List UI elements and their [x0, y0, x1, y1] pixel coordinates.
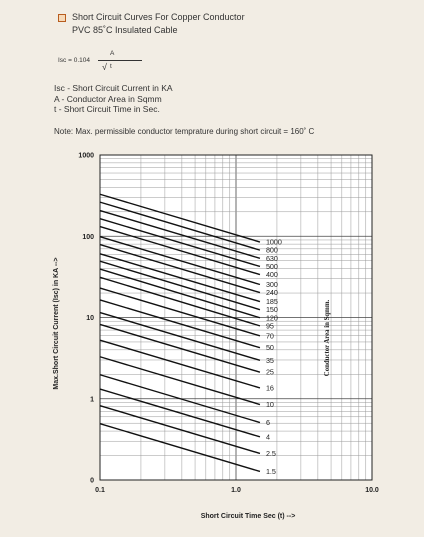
curve-label: 50: [265, 343, 274, 353]
curve-label: 95: [265, 321, 274, 331]
legend-item: Isc - Short Circuit Current in KA: [54, 83, 173, 93]
y-axis-label: Max.Short Circuit Current (Isc) in KA -->: [53, 257, 60, 390]
y-tick-label: 10: [86, 315, 94, 322]
legend-item: t - Short Circuit Time in Sec.: [54, 104, 160, 114]
curve-label: 2.5: [265, 448, 276, 458]
curve-label: 10: [265, 400, 274, 410]
x-tick-label: 0.1: [95, 487, 105, 494]
x-tick-label: 10.0: [365, 487, 379, 494]
curve-label: 70: [265, 331, 274, 341]
legend-item: A - Conductor Area in Sqmm: [54, 93, 162, 104]
curve-label: 150: [265, 305, 278, 315]
curve-label: 16: [265, 383, 274, 393]
x-axis-label: Short Circuit Time Sec (t) -->: [200, 513, 296, 520]
curve-label: 630: [265, 253, 278, 263]
y-tick-label: 100: [82, 233, 94, 241]
formula-lhs: Isc = 0.104: [58, 57, 90, 64]
curve-label: 400: [265, 270, 278, 280]
chart-subtitle: PVC 85˚C Insulated Cable: [72, 25, 178, 35]
curve-label: 6: [265, 418, 270, 428]
curve-label: 185: [265, 297, 278, 307]
formula-numerator: A: [110, 50, 115, 57]
curve-label: 300: [265, 280, 278, 290]
curve-label: 25: [265, 367, 274, 377]
temperature-note: Note: Max. permissible conductor temprature during short circuit = 160˚ C: [54, 127, 315, 136]
curve-label: 800: [265, 245, 278, 255]
formula-denominator: t: [110, 63, 112, 70]
curve-label: 35: [265, 355, 274, 365]
curve-label: 1000: [265, 237, 282, 247]
curve-label: 500: [265, 261, 278, 271]
y-tick-label: 1000: [78, 152, 94, 160]
chart-title: Short Circuit Curves For Copper Conductor: [72, 12, 245, 22]
sqrt-symbol-icon: √: [102, 62, 107, 72]
y-tick-label: 0: [90, 477, 94, 485]
conductor-area-label: Conductor Area in Sqmm.: [324, 299, 331, 377]
curve-label: 120: [265, 313, 278, 323]
curve-label: 240: [265, 288, 278, 298]
x-tick-label: 1.0: [231, 487, 241, 494]
y-tick-label: 1: [90, 396, 94, 404]
curve-label: 1.5: [265, 466, 276, 476]
curve-label: 4: [265, 432, 270, 442]
